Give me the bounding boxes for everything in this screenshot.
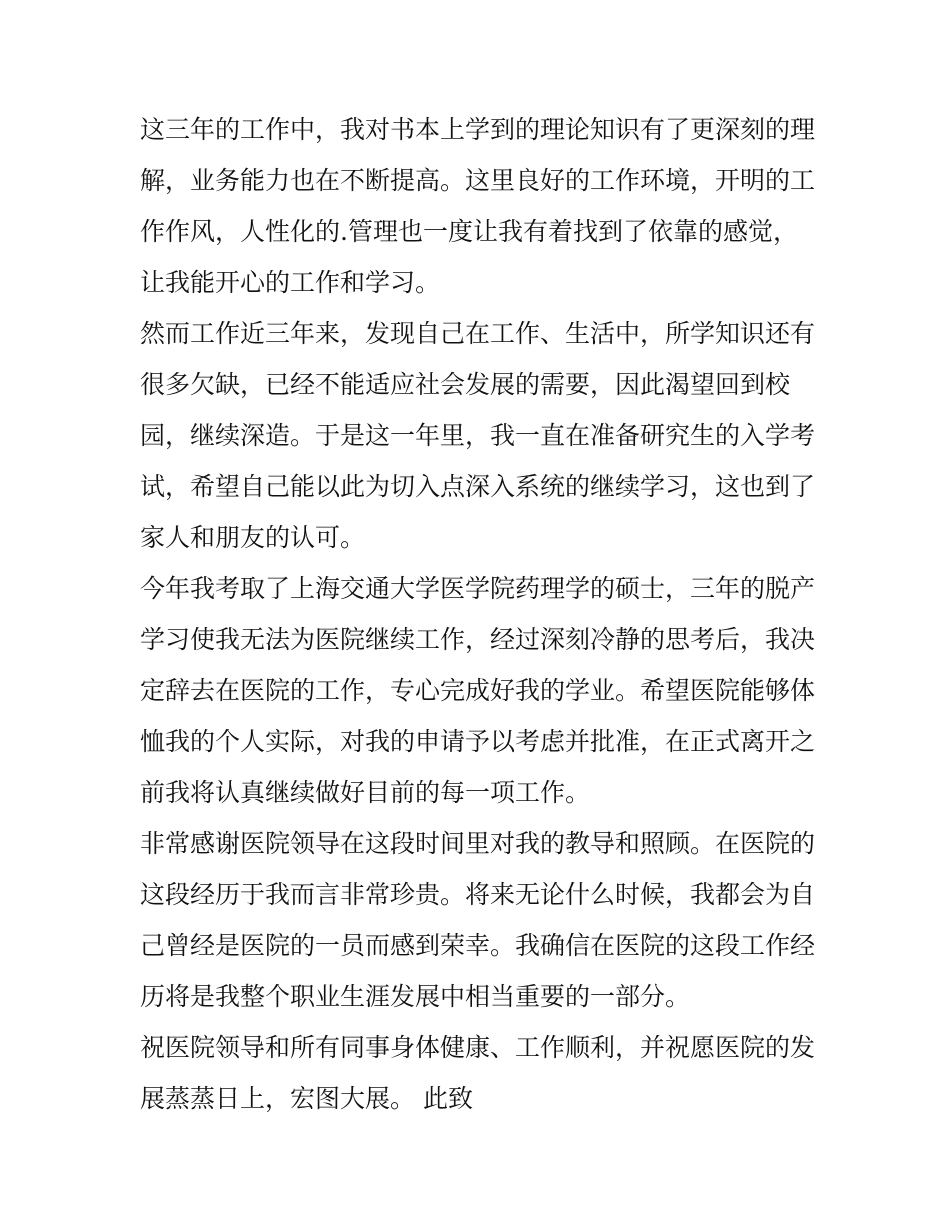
text-line: 今年我考取了上海交通大学医学院药理学的硕士，三年的脱产 [140, 574, 816, 603]
text-line: 祝医院领导和所有同事身体健康、工作顺利，并祝愿医院的发 [140, 1033, 816, 1062]
text-line: 前我将认真继续做好目前的每一项工作。 [140, 778, 591, 807]
text-line: 学习使我无法为医院继续工作，经过深刻冷静的思考后，我决 [140, 625, 816, 654]
text-line: 很多欠缺，已经不能适应社会发展的需要，因此渴望回到校 [140, 370, 791, 399]
text-line: 让我能开心的工作和学习。 [140, 268, 441, 297]
text-line: 己曾经是医院的一员而感到荣幸。我确信在医院的这段工作经 [140, 931, 816, 960]
text-line: 然而工作近三年来，发现自己在工作、生活中，所学知识还有 [140, 319, 816, 348]
text-line: 历将是我整个职业生涯发展中相当重要的一部分。 [140, 982, 691, 1011]
text-line: 定辞去在医院的工作，专心完成好我的学业。希望医院能够体 [140, 676, 816, 705]
text-line: 展蒸蒸日上，宏图大展。 此致 [140, 1084, 473, 1113]
letter-body [140, 104, 820, 1124]
text-line: 解，业务能力也在不断提高。这里良好的工作环境，开明的工 [140, 166, 816, 195]
text-line: 家人和朋友的认可。 [140, 523, 366, 552]
text-line: 恤我的个人实际，对我的申请予以考虑并批准，在正式离开之 [140, 727, 816, 756]
text-line: 园，继续深造。于是这一年里，我一直在准备研究生的入学考 [140, 421, 816, 450]
text-line: 作作风，人性化的.管理也一度让我有着找到了依靠的感觉， [140, 217, 798, 246]
text-line: 非常感谢医院领导在这段时间里对我的教导和照顾。在医院的 [140, 829, 816, 858]
text-line: 试，希望自己能以此为切入点深入系统的继续学习，这也到了 [140, 472, 816, 501]
text-line: 这三年的工作中，我对书本上学到的理论知识有了更深刻的理 [140, 115, 816, 144]
text-line: 这段经历于我而言非常珍贵。将来无论什么时候，我都会为自 [140, 880, 816, 909]
